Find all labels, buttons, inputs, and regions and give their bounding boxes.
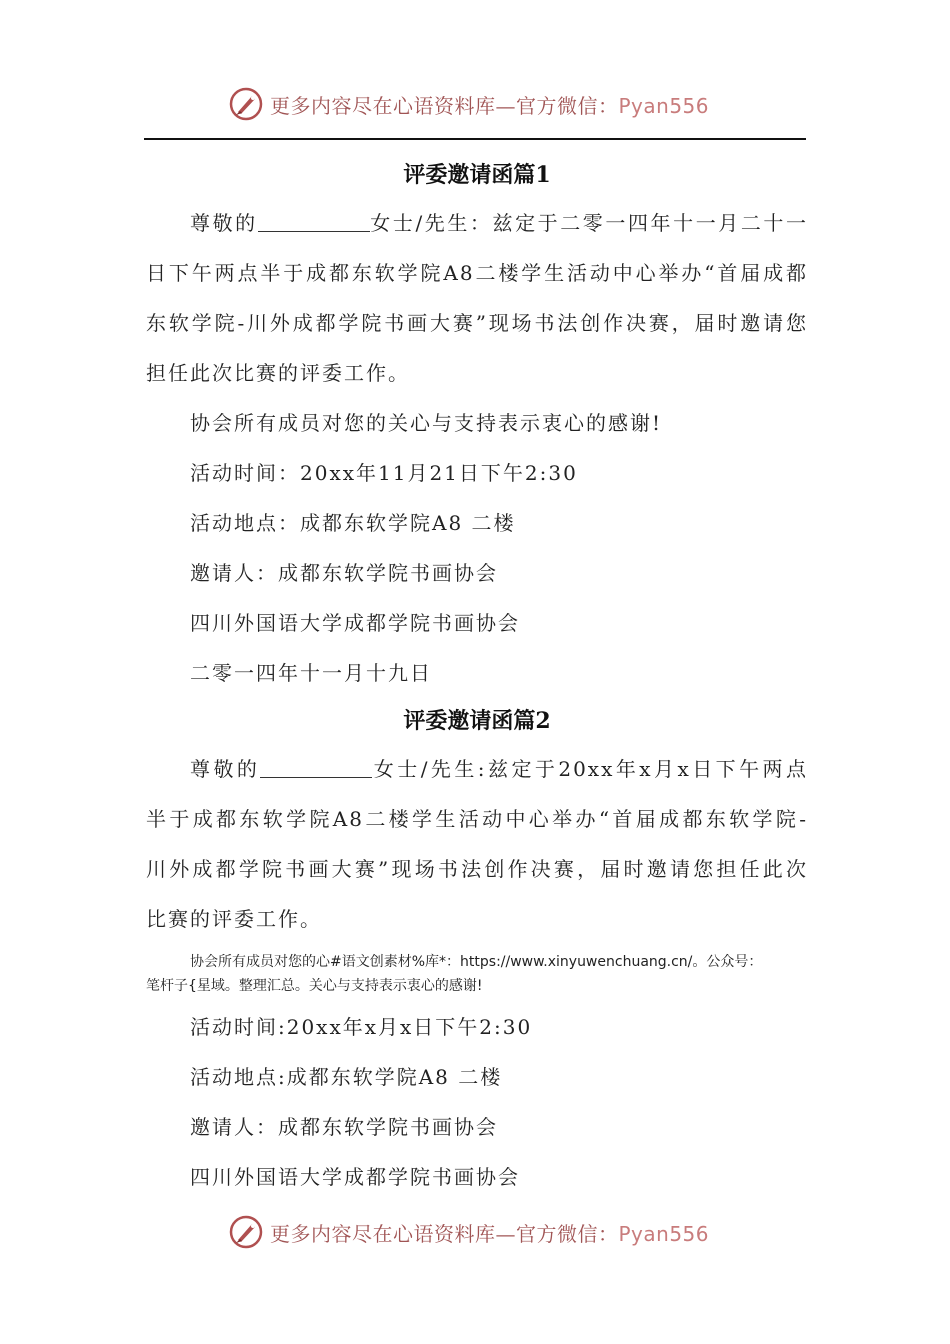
section1-greeting: 尊敬的 女士/先生：兹定于二零一四年十一月二十一: [190, 211, 808, 235]
header-rule: [144, 138, 806, 140]
watermark-line: 笔杆子{星域。整理汇总。关心与支持表示衷心的感谢!: [146, 978, 483, 994]
banner-content: [228, 82, 709, 126]
section2-body-line: 半于成都东软学院A8二楼学生活动中心举办“首届成都东软学院-: [146, 807, 808, 831]
section1-body-line: 东软学院-川外成都学院书画大赛”现场书法创作决赛，届时邀请您: [146, 311, 808, 335]
section1-body-line: 担任此次比赛的评委工作。: [146, 361, 410, 385]
section2-greeting: 尊敬的 女士/先生:兹定于20xx年x月x日下午两点: [190, 757, 808, 781]
section2-title: 评委邀请函篇2: [403, 708, 551, 734]
pen-nib-icon: [228, 86, 264, 122]
section1-title: 评委邀请函篇1: [403, 162, 551, 188]
section2-body-line: 比赛的评委工作。: [146, 907, 322, 931]
document-body: [146, 152, 808, 1202]
banner-wechat: Pyan556: [618, 1221, 710, 1246]
section2-body-line: 川外成都学院书画大赛”现场书法创作决赛，届时邀请您担任此次: [146, 857, 808, 881]
section2-inviter: 邀请人：成都东软学院书画协会: [190, 1115, 498, 1139]
section1-date: 二零一四年十一月十九日: [190, 661, 432, 685]
section1-inviter: 邀请人：成都东软学院书画协会: [190, 561, 498, 585]
name-blank: [258, 211, 370, 232]
section1-place: 活动地点：成都东软学院A8 二楼: [190, 511, 516, 535]
banner-wechat: Pyan556: [618, 93, 710, 118]
watermark-line: 协会所有成员对您的心#语文创素材%库*：https://www.xinyuwenchuang.cn/。公众号：: [190, 954, 763, 970]
header-banner: [0, 82, 950, 126]
banner-text: 更多内容尽在心语资料库—官方微信：Pyan556: [270, 1221, 710, 1246]
banner-text: 更多内容尽在心语资料库—官方微信：Pyan556: [270, 93, 710, 118]
section1-inviter2: 四川外国语大学成都学院书画协会: [190, 611, 520, 635]
footer-banner: [0, 1210, 950, 1254]
section2-time: 活动时间:20xx年x月x日下午2:30: [190, 1015, 533, 1039]
pen-nib-icon: [228, 1214, 264, 1250]
section1-thanks: 协会所有成员对您的关心与支持表示衷心的感谢!: [190, 411, 663, 435]
section2-place: 活动地点:成都东软学院A8 二楼: [190, 1065, 503, 1089]
section2-watermark-text: [146, 950, 826, 998]
section2-inviter2: 四川外国语大学成都学院书画协会: [190, 1165, 520, 1189]
section1-time: 活动时间：20xx年11月21日下午2:30: [190, 461, 578, 485]
banner-content: [228, 1210, 709, 1254]
name-blank: [260, 757, 372, 778]
section1-body-line: 日下午两点半于成都东软学院A8二楼学生活动中心举办“首届成都: [146, 261, 808, 285]
